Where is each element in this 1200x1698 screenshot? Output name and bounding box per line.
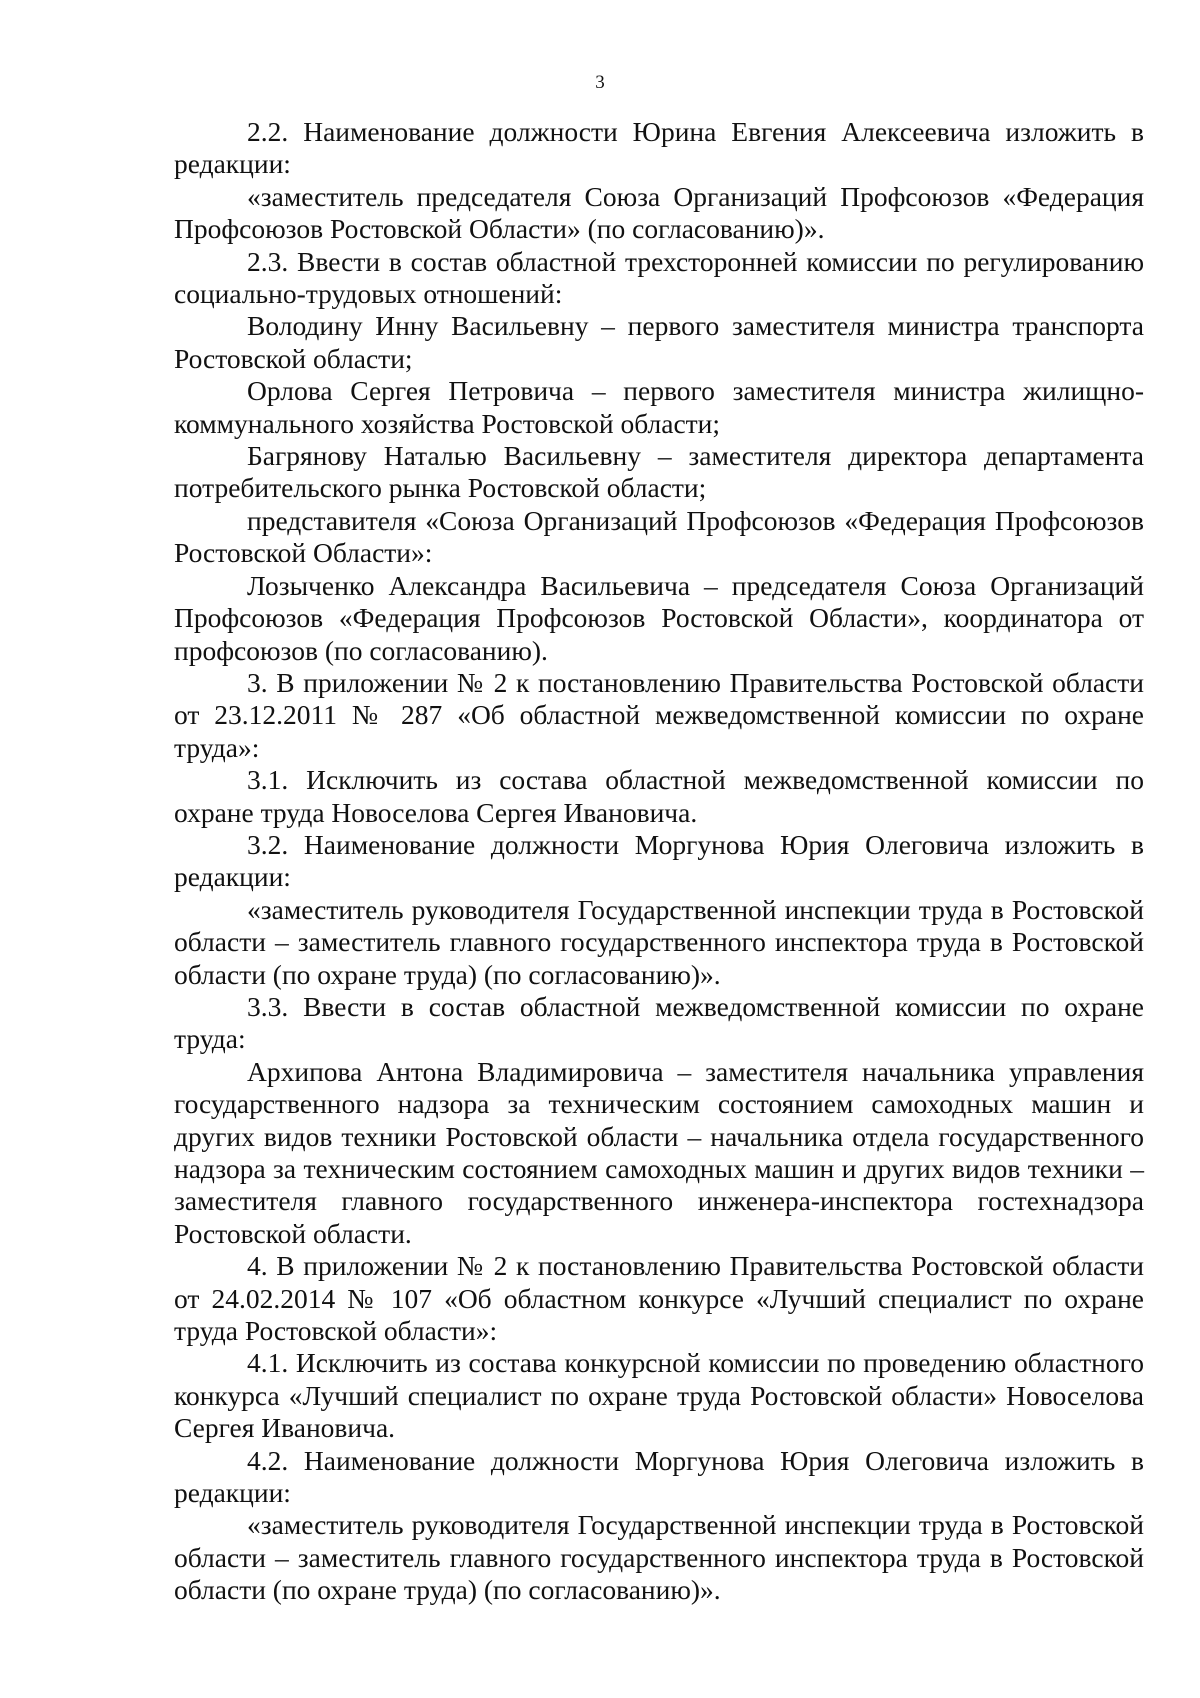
paragraph: 2.3. Ввести в состав областной трехсторонней комиссии по регулированию социально-трудовых отношений: — [174, 245, 1144, 310]
paragraph: Архипова Антона Владимировича – заместителя начальника управления государственного надзора за техническим состоянием самоходных машин и других видов техники Ростовской области – начальника отдела государственного надзора за техническим состоянием самоходных машин и других видов техники – заместителя главного государственного инженера-инспектора гостехнадзора Ростовской области. — [174, 1055, 1144, 1249]
paragraph: 4. В приложении № 2 к постановлению Правительства Ростовской области от 24.02.2014 № 107 «Об областном конкурсе «Лучший специалист по охране труда Ростовской области»: — [174, 1250, 1144, 1347]
paragraph: Володину Инну Васильевну – первого заместителя министра транспорта Ростовской области; — [174, 310, 1144, 374]
document-body — [174, 116, 1144, 1607]
paragraph: 3.3. Ввести в состав областной межведомственной комиссии по охране труда: — [174, 990, 1144, 1055]
paragraph: 3. В приложении № 2 к постановлению Правительства Ростовской области от 23.12.2011 № 287 «Об областной межведомственной комиссии по охране труда»: — [174, 666, 1144, 763]
paragraph: 3.2. Наименование должности Моргунова Юрия Олеговича изложить в редакции: — [174, 828, 1144, 893]
paragraph: Багрянову Наталью Васильевну – заместителя директора департамента потребительского рынка Ростовской области; — [174, 440, 1144, 504]
paragraph: 4.2. Наименование должности Моргунова Юрия Олеговича изложить в редакции: — [174, 1444, 1144, 1509]
paragraph: Лозыченко Александра Васильевича – председателя Союза Организаций Профсоюзов «Федерация Профсоюзов Ростовской Области», координатора от профсоюзов (по согласованию). — [174, 569, 1144, 666]
paragraph: представителя «Союза Организаций Профсоюзов «Федерация Профсоюзов Ростовской Области»: — [174, 504, 1144, 569]
paragraph: Орлова Сергея Петровича – первого заместителя министра жилищно-коммунального хозяйства Ростовской области; — [174, 375, 1144, 439]
paragraph: «заместитель председателя Союза Организаций Профсоюзов «Федерация Профсоюзов Ростовской Области» (по согласованию)». — [174, 180, 1144, 245]
paragraph: «заместитель руководителя Государственной инспекции труда в Ростовской области – заместитель главного государственного инспектора труда в Ростовской области (по охране труда) (по согласованию)». — [174, 1509, 1144, 1606]
paragraph: «заместитель руководителя Государственной инспекции труда в Ростовской области – заместитель главного государственного инспектора труда в Ростовской области (по охране труда) (по согласованию)». — [174, 893, 1144, 990]
paragraph: 3.1. Исключить из состава областной межведомственной комиссии по охране труда Новоселова Сергея Ивановича. — [174, 764, 1144, 828]
paragraph: 4.1. Исключить из состава конкурсной комиссии по проведению областного конкурса «Лучший специалист по охране труда Ростовской области» Новоселова Сергея Ивановича. — [174, 1347, 1144, 1444]
page-number: 3 — [595, 72, 605, 93]
paragraph: 2.2. Наименование должности Юрина Евгения Алексеевича изложить в редакции: — [174, 116, 1144, 180]
